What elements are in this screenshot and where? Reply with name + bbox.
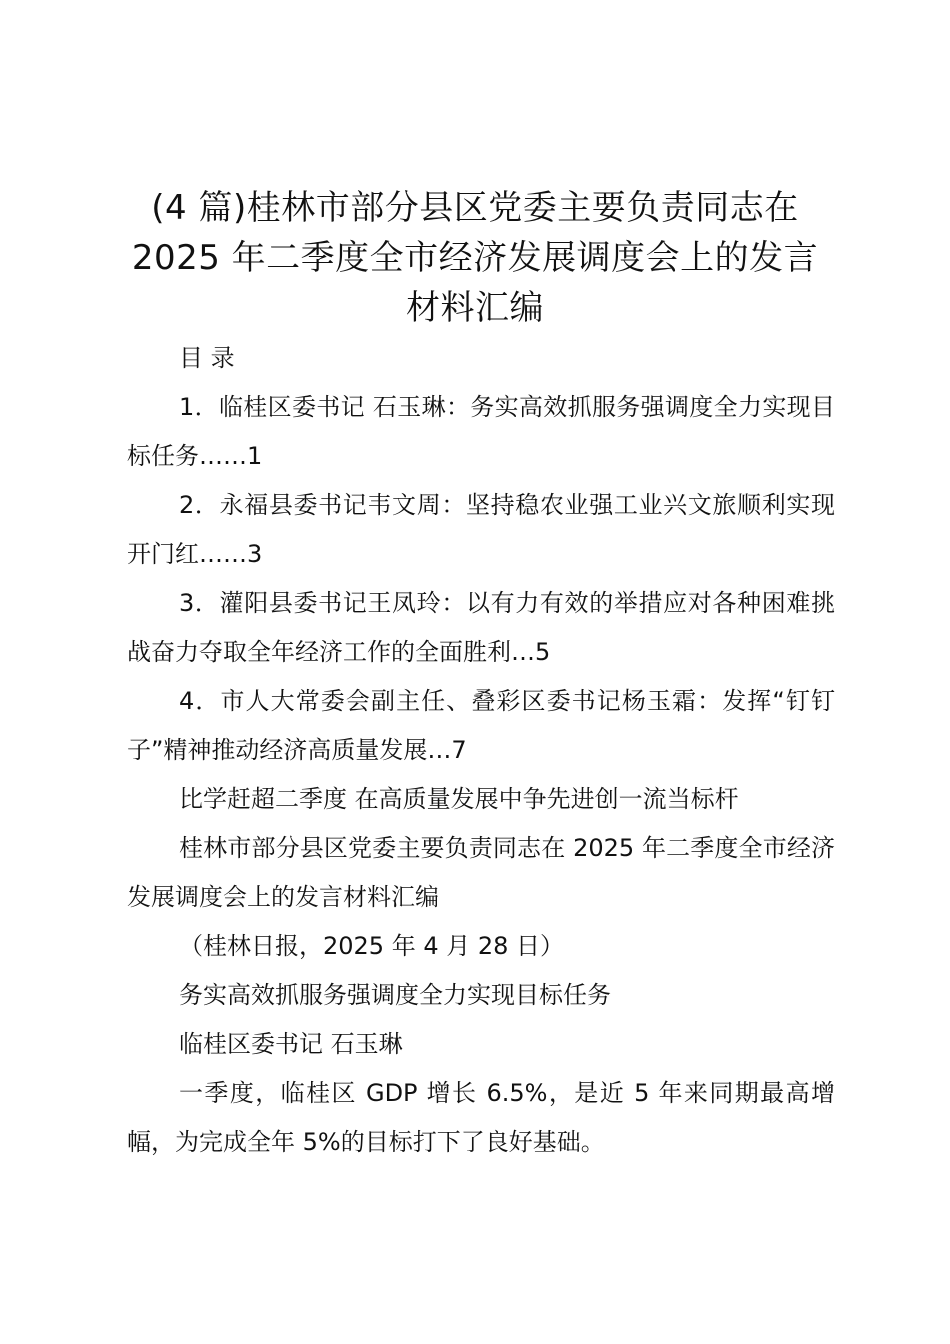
- collection-subtitle: 桂林市部分县区党委主要负责同志在 2025 年二季度全市经济发展调度会上的发言材料汇编: [127, 834, 835, 911]
- article-title: 务实高效抓服务强调度全力实现目标任务: [179, 981, 611, 1009]
- document-body: [127, 334, 835, 1167]
- section-slogan: 比学赶超二季度 在高质量发展中争先进创一流当标杆: [179, 785, 739, 813]
- document-title: [110, 183, 840, 333]
- article-author: 临桂区委书记 石玉琳: [179, 1030, 403, 1058]
- title-line-1: (4 篇)桂林市部分县区党委主要负责同志在: [151, 188, 799, 228]
- title-line-3: 材料汇编: [406, 288, 544, 328]
- title-line-2: 2025 年二季度全市经济发展调度会上的发言: [131, 238, 819, 278]
- source-note: （桂林日报，2025 年 4 月 28 日）: [179, 932, 565, 960]
- toc-item-4: 4．市人大常委会副主任、叠彩区委书记杨玉霜：发挥“钉钉子”精神推动经济高质量发展…7: [127, 687, 835, 764]
- toc-item-2: 2．永福县委书记韦文周：坚持稳农业强工业兴文旅顺利实现开门红……3: [127, 491, 835, 568]
- toc-item-3: 3．灌阳县委书记王凤玲：以有力有效的举措应对各种困难挑战奋力夺取全年经济工作的全面胜利…5: [127, 589, 835, 666]
- body-paragraph: 一季度，临桂区 GDP 增长 6.5%，是近 5 年来同期最高增幅，为完成全年 5%的目标打下了良好基础。: [127, 1079, 835, 1156]
- toc-heading: 目 录: [179, 344, 235, 372]
- toc-item-1: 1．临桂区委书记 石玉琳：务实高效抓服务强调度全力实现目标任务……1: [127, 393, 835, 470]
